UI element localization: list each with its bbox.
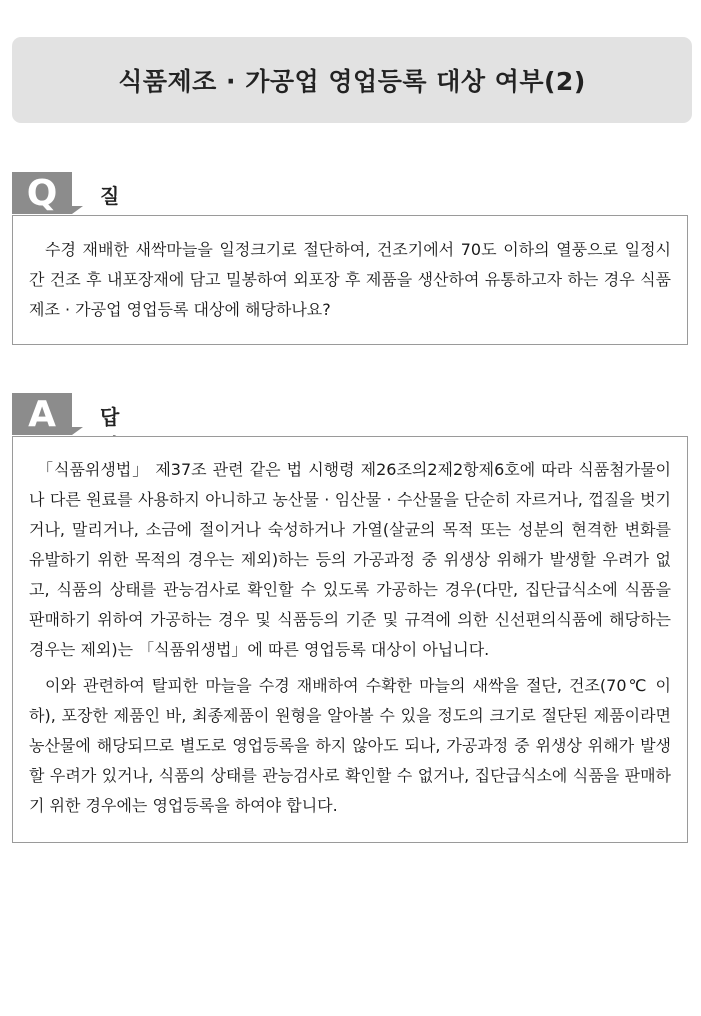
question-label: 질 [100, 184, 120, 208]
answer-paragraph-2: 이와 관련하여 탈피한 마늘을 수경 재배하여 수확한 마늘의 새싹을 절단, 건조(70℃ 이하), 포장한 제품인 바, 최종제품이 원형을 알아볼 수 있을 정도의 크기로 절단된 제품이라면 농산물에 해당되므로 별도로 영업등록을 하지 않아도 되나, 가공과정 중 위생상 위해가 발생할 우려가 있거나, 식품의 상태를 관능검사로 확인할 수 없거나, 집단급식소에 식품을 판매하기 위한 경우에는 영업등록을 하여야 합니다. [29, 676, 671, 815]
title-banner [12, 37, 692, 123]
answer-box [12, 436, 688, 843]
answer-paragraph-1: 「식품위생법」 제37조 관련 같은 법 시행령 제26조의2제2항제6호에 따라 식품첨가물이나 다른 원료를 사용하지 아니하고 농산물 · 임산물 · 수산물을 단순히 자르거나, 껍질을 벗기거나, 말리거나, 소금에 절이거나 숙성하거나 가열(살균의 목적 또는 성분의 현격한 변화를 유발하기 위한 목적의 경우는 제외)하는 등의 가공과정 중 위생상 위해가 발생할 우려가 없고, 식품의 상태를 관능검사로 확인할 수 있도록 가공하는 경우(다만, 집단급식소에 식품을 판매하기 위하여 가공하는 경우 및 식품등의 기준 및 규격에 의한 신선편의식품에 해당하는 경우는 제외)는 「식품위생법」에 따른 영업등록 대상이 아닙니다. [29, 460, 671, 659]
question-text: 수경 재배한 새싹마늘을 일정크기로 절단하여, 건조기에서 70도 이하의 열풍으로 일정시간 건조 후 내포장재에 담고 밀봉하여 외포장 후 제품을 생산하여 유통하고자 하는 경우 식품제조 · 가공업 영업등록 대상에 해당하나요? [29, 240, 671, 319]
question-badge: Q [12, 172, 72, 214]
answer-label: 답 [100, 405, 120, 429]
page-title: 식품제조 · 가공업 영업등록 대상 여부(2) [118, 67, 586, 96]
answer-badge: A [12, 393, 72, 435]
question-badge-notch [72, 206, 83, 214]
question-box [12, 215, 688, 345]
answer-badge-notch [72, 427, 83, 435]
